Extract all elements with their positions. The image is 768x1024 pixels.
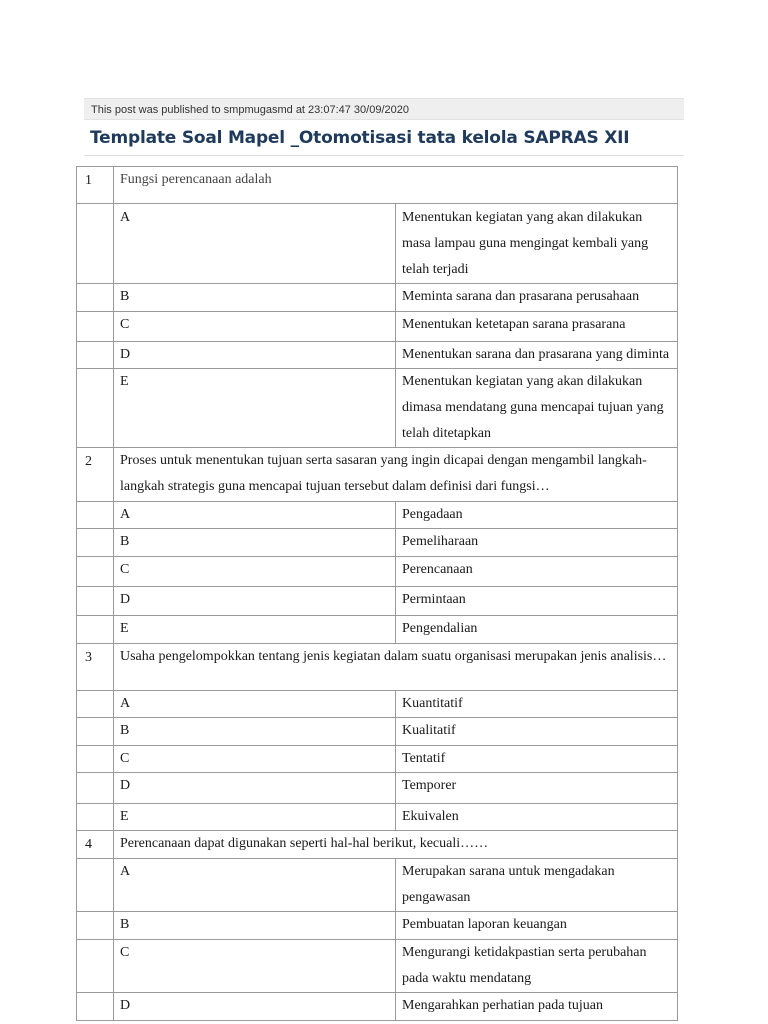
option-letter: D <box>114 342 396 369</box>
option-letter: B <box>114 284 396 312</box>
question-row <box>77 831 678 859</box>
option-row <box>77 502 678 529</box>
option-text: Mengurangi ketidakpastian serta perubahan pada waktu mendatang <box>396 940 678 993</box>
option-row <box>77 940 678 993</box>
question-number: 4 <box>77 831 114 859</box>
option-row <box>77 342 678 369</box>
option-row <box>77 369 678 448</box>
option-text: Kuantitatif <box>396 691 678 718</box>
published-notice: This post was published to smpmugasmd at 23:07:47 30/09/2020 <box>84 98 684 120</box>
question-row <box>77 448 678 502</box>
option-text: Perencanaan <box>396 557 678 587</box>
option-row <box>77 912 678 940</box>
option-text: Mengarahkan perhatian pada tujuan <box>396 993 678 1021</box>
option-row <box>77 804 678 831</box>
option-letter: A <box>114 204 396 284</box>
option-text: Meminta sarana dan prasarana perusahaan <box>396 284 678 312</box>
title-divider <box>84 155 684 156</box>
option-row <box>77 993 678 1021</box>
question-text: Proses untuk menentukan tujuan serta sasaran yang ingin dicapai dengan mengambil langkah-langkah strategis guna mencapai tujuan tersebut dalam definisi dari fungsi… <box>114 448 678 502</box>
question-row <box>77 644 678 691</box>
option-letter: E <box>114 369 396 448</box>
option-letter: A <box>114 859 396 912</box>
question-text: Fungsi perencanaan adalah <box>114 167 678 204</box>
option-row <box>77 204 678 284</box>
option-text: Pengendalian <box>396 616 678 644</box>
option-text: Permintaan <box>396 587 678 616</box>
option-text: Ekuivalen <box>396 804 678 831</box>
option-letter: C <box>114 312 396 342</box>
option-text: Menentukan kegiatan yang akan dilakukan dimasa mendatang guna mencapai tujuan yang telah ditetapkan <box>396 369 678 448</box>
question-number: 2 <box>77 448 114 502</box>
option-letter: D <box>114 993 396 1021</box>
option-row <box>77 859 678 912</box>
option-row <box>77 529 678 557</box>
option-text: Menentukan ketetapan sarana prasarana <box>396 312 678 342</box>
option-letter: A <box>114 502 396 529</box>
option-text: Tentatif <box>396 746 678 773</box>
question-text: Perencanaan dapat digunakan seperti hal-hal berikut, kecuali…… <box>114 831 678 859</box>
option-text: Menentukan kegiatan yang akan dilakukan masa lampau guna mengingat kembali yang telah terjadi <box>396 204 678 284</box>
option-letter: A <box>114 691 396 718</box>
option-row <box>77 691 678 718</box>
question-number: 1 <box>77 167 114 204</box>
option-row <box>77 746 678 773</box>
option-text: Menentukan sarana dan prasarana yang diminta <box>396 342 678 369</box>
option-letter: E <box>114 616 396 644</box>
option-text: Kualitatif <box>396 718 678 746</box>
option-letter: C <box>114 557 396 587</box>
option-row <box>77 312 678 342</box>
question-table <box>76 166 678 1021</box>
option-text: Temporer <box>396 773 678 804</box>
option-row <box>77 773 678 804</box>
option-row <box>77 718 678 746</box>
page-title: Template Soal Mapel _Otomotisasi tata kelola SAPRAS XII <box>90 128 630 148</box>
option-letter: C <box>114 940 396 993</box>
option-text: Pemeliharaan <box>396 529 678 557</box>
option-letter: D <box>114 773 396 804</box>
question-row <box>77 167 678 204</box>
question-text: Usaha pengelompokkan tentang jenis kegiatan dalam suatu organisasi merupakan jenis analisis… <box>114 644 678 691</box>
question-number: 3 <box>77 644 114 691</box>
option-text: Pembuatan laporan keuangan <box>396 912 678 940</box>
option-row <box>77 557 678 587</box>
option-row <box>77 284 678 312</box>
option-row <box>77 616 678 644</box>
option-letter: B <box>114 718 396 746</box>
option-text: Merupakan sarana untuk mengadakan pengawasan <box>396 859 678 912</box>
option-letter: E <box>114 804 396 831</box>
option-text: Pengadaan <box>396 502 678 529</box>
option-letter: C <box>114 746 396 773</box>
option-row <box>77 587 678 616</box>
option-letter: B <box>114 529 396 557</box>
option-letter: B <box>114 912 396 940</box>
option-letter: D <box>114 587 396 616</box>
